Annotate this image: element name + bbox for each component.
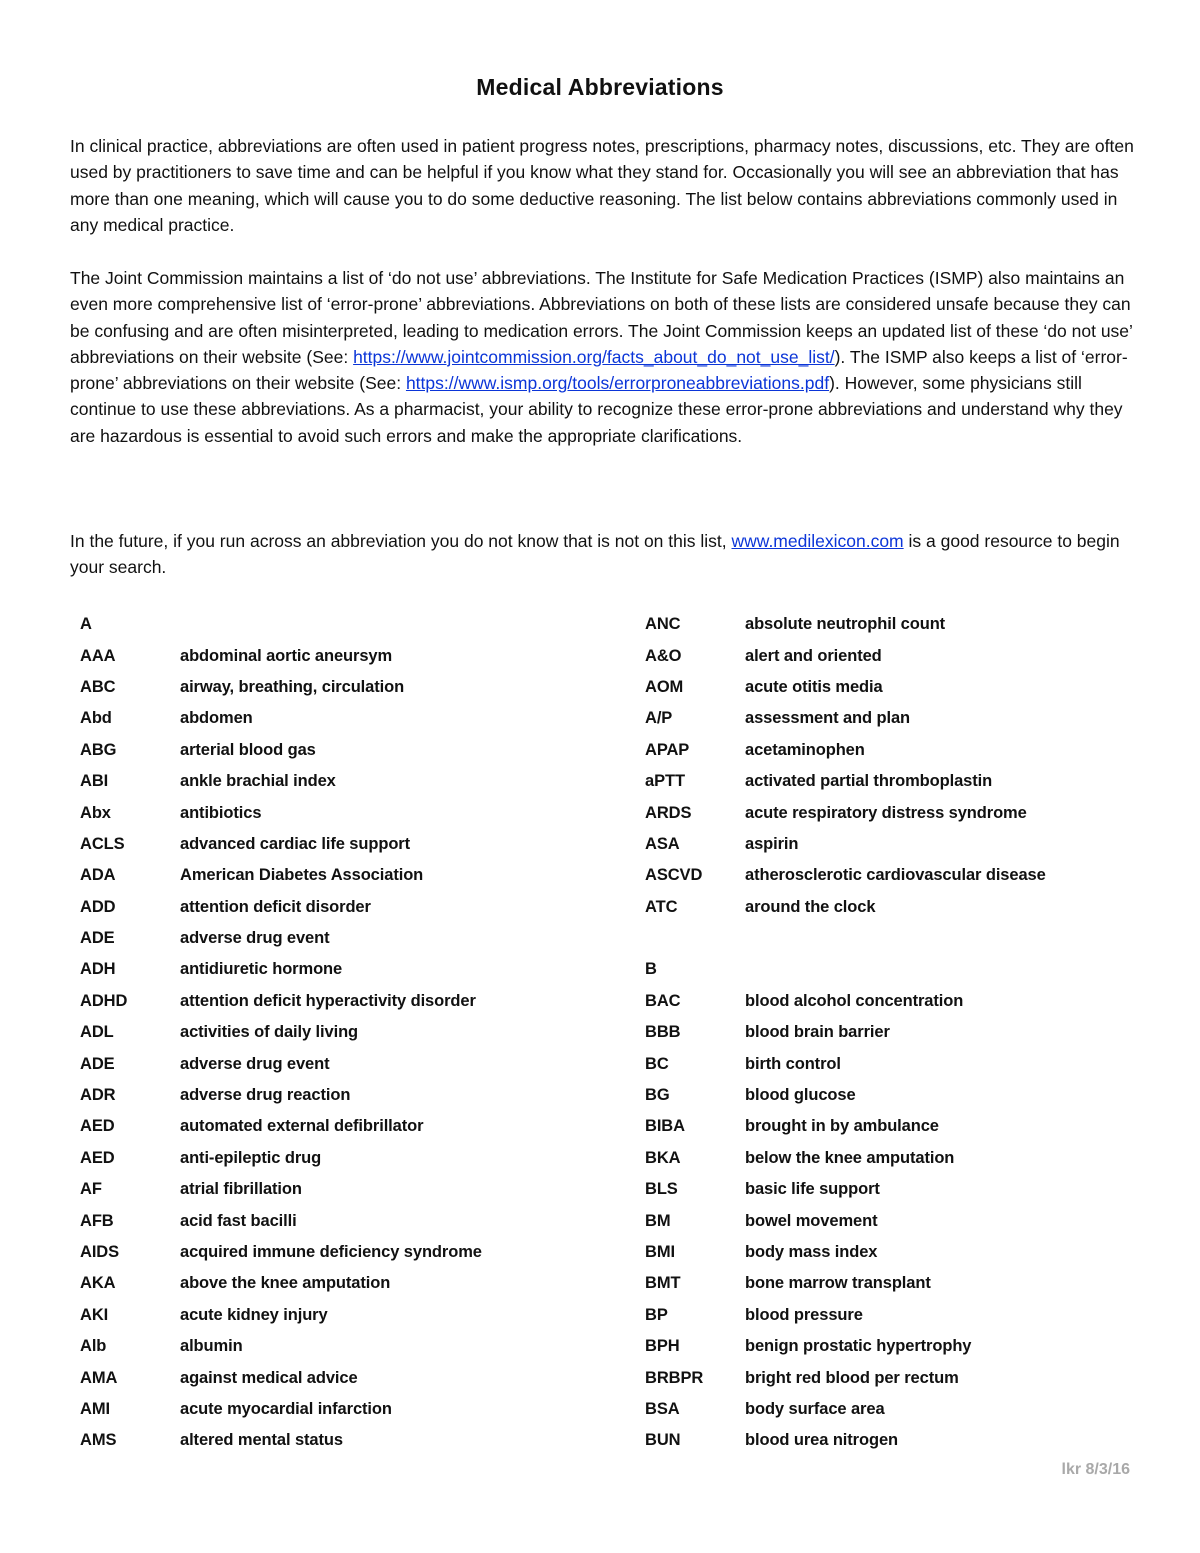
abbreviation-definition: body mass index	[745, 1243, 878, 1261]
abbreviation-definition: antibiotics	[180, 803, 262, 822]
abbreviation-row	[80, 1300, 560, 1331]
abbreviation-definition: acetaminophen	[745, 740, 865, 759]
abbreviation-definition: blood brain barrier	[745, 1023, 890, 1042]
abbreviation: ATC	[645, 897, 678, 916]
abbreviation: BMT	[645, 1274, 681, 1293]
abbreviation-row	[645, 797, 1125, 828]
abbreviation-row	[80, 766, 560, 797]
abbreviation-definition: attention deficit hyperactivity disorder	[180, 991, 476, 1010]
abbreviation-row	[80, 1017, 560, 1048]
abbreviation: AFB	[80, 1211, 114, 1230]
abbreviation: AF	[80, 1180, 102, 1199]
abbreviation-row	[645, 735, 1125, 766]
abbreviation-row	[80, 1425, 560, 1456]
abbreviation: ASA	[645, 834, 680, 853]
abbreviation-definition: adverse drug event	[180, 1054, 330, 1073]
abbreviation-row	[645, 1143, 1125, 1174]
abbreviation: BSA	[645, 1399, 680, 1418]
abbreviation-row	[80, 1331, 560, 1362]
abbreviation: APAP	[645, 740, 690, 759]
ismp-link[interactable]: https://www.ismp.org/tools/errorproneabbreviations.pdf	[405, 373, 830, 394]
joint-commission-link[interactable]: https://www.jointcommission.org/facts_about_do_not_use_list/	[353, 346, 835, 367]
abbreviation: AMS	[80, 1431, 117, 1450]
abbreviation-definition: body surface area	[745, 1399, 885, 1418]
abbreviation: BG	[645, 1086, 670, 1105]
abbreviation: AED	[80, 1117, 115, 1136]
abbreviation-definition: acute kidney injury	[180, 1305, 328, 1324]
abbreviation: BP	[645, 1305, 668, 1324]
abbreviation-row	[80, 1237, 560, 1268]
abbreviation-list-right	[645, 609, 1125, 1457]
abbreviation: ADE	[80, 929, 115, 948]
abbreviation-definition: against medical advice	[180, 1368, 358, 1387]
abbreviation-definition: albumin	[180, 1337, 243, 1356]
abbreviation: BMI	[645, 1243, 675, 1261]
abbreviation-row	[80, 640, 560, 671]
abbreviation-definition: abdominal aortic aneursym	[180, 646, 393, 665]
paragraph-text: The Joint Commission maintains a list of ‘do not use’ abbreviations. The Institute for Safe Medication Practices (ISMP) also maintains an even more comprehensive list of ‘error-prone’ abbreviations. Abbreviations on both of these lists are considered unsafe because they can be confusing and are often misinterpreted, leading to medication errors. The Joint Commission keeps an updated list of these ‘do not use’ abbreviations on their website (See:	[70, 268, 1133, 367]
abbreviation-row	[645, 829, 1125, 860]
abbreviation-definition: acquired immune deficiency syndrome	[180, 1243, 482, 1261]
abbreviation-definition: assessment and plan	[745, 709, 911, 728]
abbreviation: A&O	[645, 646, 682, 665]
abbreviation: ADR	[80, 1086, 116, 1105]
abbreviation: ANC	[645, 615, 681, 634]
abbreviation-definition: blood urea nitrogen	[745, 1431, 899, 1450]
abbreviation: ABI	[80, 772, 109, 791]
abbreviation: ASCVD	[645, 866, 703, 885]
abbreviation-row	[645, 1237, 1125, 1268]
abbreviation-definition: alert and oriented	[745, 646, 882, 665]
abbreviation-definition: antidiuretic hormone	[180, 960, 343, 979]
abbreviation-row	[80, 1362, 560, 1393]
abbreviation-definition: blood alcohol concentration	[745, 991, 964, 1010]
abbreviation-definition: basic life support	[745, 1180, 880, 1199]
abbreviation: ADHD	[80, 991, 128, 1010]
abbreviation: BRBPR	[645, 1368, 704, 1387]
abbreviation-definition: atrial fibrillation	[180, 1180, 302, 1199]
abbreviation-row	[80, 829, 560, 860]
abbreviation-row	[645, 954, 1125, 985]
abbreviation-row	[645, 1268, 1125, 1299]
abbreviation: AKI	[80, 1305, 109, 1324]
abbreviation-row	[645, 1300, 1125, 1331]
abbreviation-definition: above the knee amputation	[180, 1274, 391, 1293]
abbreviation-row	[80, 1394, 560, 1425]
abbreviation: Alb	[80, 1337, 107, 1356]
abbreviation-row	[645, 703, 1125, 734]
abbreviation-definition: activities of daily living	[180, 1023, 359, 1042]
abbreviation: A/P	[645, 709, 673, 728]
intro-paragraph-1: In clinical practice, abbreviations are often used in patient progress notes, prescriptions, pharmacy notes, discussions, etc. They are often used by practitioners to save time and can be helpful if you know what they stand for. Occasionally you will see an abbreviation that has more than one meaning, which will cause you to do some deductive reasoning. The list below contains abbreviations commonly used in any medical practice.	[70, 136, 1134, 235]
abbreviation-row	[645, 1362, 1125, 1393]
abbreviation: AIDS	[80, 1243, 120, 1261]
abbreviation-row	[80, 672, 560, 703]
abbreviation-definition: acid fast bacilli	[180, 1211, 297, 1230]
abbreviation-definition: blood pressure	[745, 1305, 863, 1324]
abbreviation-row	[645, 766, 1125, 797]
abbreviation: Abx	[80, 803, 111, 822]
abbreviation: aPTT	[645, 772, 685, 791]
abbreviation-definition: arterial blood gas	[180, 740, 316, 759]
abbreviation-row	[80, 1205, 560, 1236]
abbreviation-definition: bowel movement	[745, 1211, 878, 1230]
abbreviation-row	[645, 1331, 1125, 1362]
abbreviation: AMI	[80, 1399, 110, 1418]
abbreviation: AOM	[645, 677, 684, 696]
abbreviation: BM	[645, 1211, 671, 1230]
abbreviation: ADL	[80, 1023, 114, 1042]
abbreviation: AED	[80, 1148, 115, 1167]
abbreviation-definition: advanced cardiac life support	[180, 834, 411, 853]
paragraph-text: is a good resource to begin your search.	[70, 531, 1120, 578]
abbreviation-row	[645, 860, 1125, 891]
abbreviation-definition: adverse drug reaction	[180, 1086, 351, 1105]
abbreviation-definition: adverse drug event	[180, 929, 330, 948]
abbreviation-definition: atherosclerotic cardiovascular disease	[745, 866, 1046, 885]
abbreviation-definition: birth control	[745, 1054, 841, 1073]
abbreviation-row	[80, 703, 560, 734]
abbreviation: BUN	[645, 1431, 681, 1450]
intro-paragraph-2	[70, 265, 1136, 449]
abbreviation-definition: around the clock	[745, 897, 876, 916]
abbreviation: BLS	[645, 1180, 678, 1199]
abbreviation: Abd	[80, 709, 112, 728]
abbreviation-row	[80, 923, 560, 954]
abbreviation-row	[645, 1111, 1125, 1142]
abbreviation-row	[645, 609, 1125, 640]
abbreviation: ARDS	[645, 803, 692, 822]
abbreviation-definition: automated external defibrillator	[180, 1117, 424, 1136]
abbreviation-definition: abdomen	[180, 709, 253, 728]
abbreviation-definition: acute otitis media	[745, 677, 883, 696]
paragraph-text: ). The ISMP also keeps a list of ‘error-prone’ abbreviations on their website (See:	[70, 346, 1128, 394]
abbreviation-row	[80, 860, 560, 891]
abbreviation-definition: ankle brachial index	[180, 772, 336, 791]
abbreviation: BPH	[645, 1337, 680, 1356]
abbreviation-definition: blood glucose	[745, 1086, 856, 1105]
paragraph-text: ). However, some physicians still continue to use these abbreviations. As a pharmacist, your ability to recognize these error-prone abbreviations and understand why they are hazardous is essential to avoid such errors and make the appropriate clarifications.	[70, 373, 1123, 446]
abbreviation-row	[80, 892, 560, 923]
abbreviation-row	[80, 1111, 560, 1142]
abbreviation: AKA	[80, 1274, 116, 1293]
abbreviation-row	[80, 954, 560, 985]
abbreviation-definition: below the knee amputation	[745, 1148, 955, 1167]
abbreviation: AAA	[80, 646, 116, 665]
abbreviation-definition: acute respiratory distress syndrome	[745, 803, 1027, 822]
abbreviation: ADE	[80, 1054, 115, 1073]
abbreviation: ADD	[80, 897, 116, 916]
abbreviation: ADH	[80, 960, 116, 979]
abbreviation-definition: anti-epileptic drug	[180, 1148, 322, 1167]
abbreviation-row	[80, 1080, 560, 1111]
abbreviation-definition: acute myocardial infarction	[180, 1399, 392, 1418]
abbreviation: BKA	[645, 1148, 681, 1167]
abbreviation-row	[645, 892, 1125, 923]
abbreviation-definition: American Diabetes Association	[180, 866, 424, 885]
abbreviation-row	[80, 1174, 560, 1205]
abbreviation-row	[80, 609, 560, 640]
abbreviation: BIBA	[645, 1117, 685, 1136]
abbreviation-row	[645, 923, 1125, 954]
abbreviation-definition: absolute neutrophil count	[745, 615, 946, 634]
abbreviation-row	[80, 1268, 560, 1299]
abbreviation-row	[645, 1048, 1125, 1079]
abbreviation-row	[645, 640, 1125, 671]
abbreviation: A	[80, 615, 92, 634]
abbreviation: BC	[645, 1054, 669, 1073]
abbreviation-row	[645, 1017, 1125, 1048]
abbreviation: ABG	[80, 740, 117, 759]
abbreviation-definition: activated partial thromboplastin	[745, 772, 993, 791]
abbreviation: ABC	[80, 677, 116, 696]
abbreviation-definition: bright red blood per rectum	[745, 1368, 959, 1387]
abbreviation-row	[645, 1394, 1125, 1425]
abbreviation: AMA	[80, 1368, 118, 1387]
abbreviation-definition: airway, breathing, circulation	[180, 677, 405, 696]
abbreviation-definition: altered mental status	[180, 1431, 343, 1450]
abbreviation: ACLS	[80, 834, 125, 853]
abbreviation-row	[645, 672, 1125, 703]
footer-initials-date: lkr 8/3/16	[1061, 1461, 1130, 1478]
abbreviation-definition: brought in by ambulance	[745, 1117, 939, 1136]
abbreviation-row	[80, 1048, 560, 1079]
abbreviation-definition: attention deficit disorder	[180, 897, 371, 916]
abbreviation: B	[645, 960, 657, 979]
abbreviation: ADA	[80, 866, 116, 885]
abbreviation-row	[80, 735, 560, 766]
abbreviation-row	[80, 986, 560, 1017]
abbreviation-row	[645, 1174, 1125, 1205]
medilexicon-link[interactable]: www.medilexicon.com	[731, 531, 904, 551]
abbreviation: BBB	[645, 1023, 681, 1042]
abbreviation-row	[645, 1080, 1125, 1111]
abbreviation-row	[645, 986, 1125, 1017]
abbreviation-row	[645, 1425, 1125, 1456]
abbreviation-list-left	[80, 609, 560, 1457]
paragraph-text: In the future, if you run across an abbreviation you do not know that is not on this list,	[70, 531, 732, 551]
abbreviation: BAC	[645, 991, 681, 1010]
abbreviation-definition: aspirin	[745, 834, 799, 853]
abbreviation-row	[645, 1205, 1125, 1236]
page-title: Medical Abbreviations	[476, 74, 724, 100]
abbreviation-row	[80, 797, 560, 828]
abbreviation-definition: benign prostatic hypertrophy	[745, 1337, 972, 1356]
abbreviation-row	[80, 1143, 560, 1174]
abbreviation-definition: bone marrow transplant	[745, 1274, 931, 1293]
intro-paragraph-3	[70, 528, 1136, 581]
